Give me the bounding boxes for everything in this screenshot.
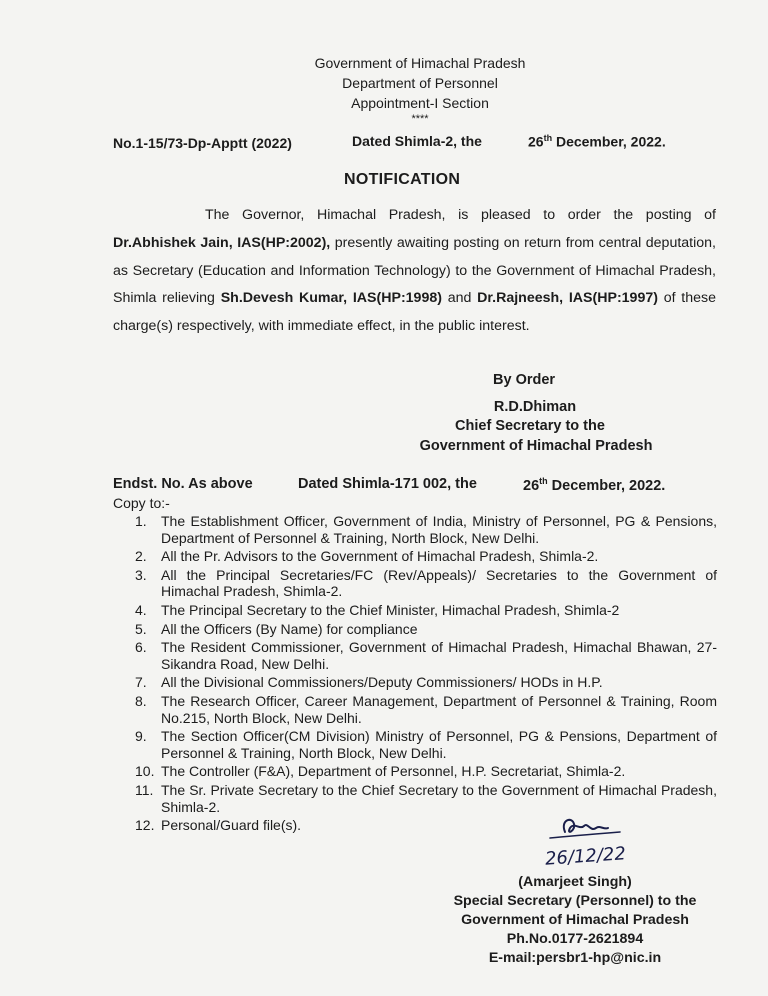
list-item: 4. The Principal Secretary to the Chief Minister, Himachal Pradesh, Shimla-2 [135, 601, 620, 618]
signatory-email: E-mail:persbr1-hp@nic.in [488, 950, 662, 966]
signatory-name: (Amarjeet Singh) [518, 874, 632, 890]
signatory-phone: Ph.No.0177-2621894 [506, 931, 644, 947]
list-item: 6. The Resident Commissioner, Government of Himachal Pradesh, Himachal Bhawan, 27-Sikandra Road, New Delhi. [135, 639, 717, 672]
header-stars: **** [411, 113, 429, 125]
chief-secretary-name: R.D.Dhiman [493, 399, 577, 415]
list-item: 3. All the Principal Secretaries/FC (Rev/Appeals)/ Secretaries to the Government of Himachal Pradesh, Shimla-2. [135, 566, 717, 600]
list-item: 12. Personal/Guard file(s). [135, 817, 302, 834]
notification-title: NOTIFICATION [344, 171, 461, 188]
copy-list [135, 513, 717, 836]
chief-secretary-designation: Chief Secretary to the [455, 418, 605, 434]
list-item: 5. All the Officers (By Name) for compliance [135, 620, 418, 637]
copy-to-label: Copy to:- [113, 495, 170, 511]
signature-date: 26/12/22 [544, 843, 627, 870]
reference-date: 26th December, 2022. [528, 133, 666, 150]
header-section: Appointment-I Section [351, 95, 489, 111]
by-order: By Order [493, 372, 556, 388]
notification-body: The Governor, Himachal Pradesh, is pleased to order the posting of Dr.Abhishek Jain, IAS(HP:2002), presently awaiting posting on return from central deputation, as Secretary (Education and Information Technology) to the Government of Himachal Pradesh, Shimla relieving Sh.Devesh Kumar, IAS(HP:1998) and Dr.Rajneesh, IAS(HP:1997) of these charge(s) respectively, with immediate effect, in the public interest. [113, 207, 716, 335]
endorsement-date: 26th December, 2022. [523, 476, 666, 494]
reference-dated-label: Dated Shimla-2, the [352, 133, 482, 149]
signatory-designation: Special Secretary (Personnel) to the [453, 893, 697, 909]
list-item: 11. The Sr. Private Secretary to the Chief Secretary to the Government of Himachal Pradesh, Shimla-2. [135, 781, 717, 815]
signatory-government: Government of Himachal Pradesh [461, 912, 689, 928]
endorsement-dated-label: Dated Shimla-171 002, the [298, 476, 477, 492]
list-item: 7. All the Divisional Commissioners/Deputy Commissioners/ HODs in H.P. [135, 674, 603, 691]
list-item: 10. The Controller (F&A), Department of Personnel, H.P. Secretariat, Shimla-2. [135, 763, 626, 780]
list-item: 2. All the Pr. Advisors to the Government of Himachal Pradesh, Shimla-2. [135, 548, 599, 565]
reference-number: No.1-15/73-Dp-Apptt (2022) [113, 135, 292, 151]
list-item: 1. The Establishment Officer, Government of India, Ministry of Personnel, PG & Pensions, Department of Personnel & Training, North Block, New Delhi. [135, 513, 717, 546]
list-item: 8. The Research Officer, Career Management, Department of Personnel & Training, Room No.215, North Block, New Delhi. [135, 692, 717, 726]
list-item: 9. The Section Officer(CM Division) Ministry of Personnel, PG & Pensions, Department of Personnel & Training, North Block, New Delhi. [135, 728, 717, 761]
header-department: Department of Personnel [342, 75, 498, 91]
chief-secretary-government: Government of Himachal Pradesh [419, 438, 653, 454]
endorsement-label: Endst. No. As above [113, 476, 253, 492]
header-government: Government of Himachal Pradesh [314, 55, 526, 71]
